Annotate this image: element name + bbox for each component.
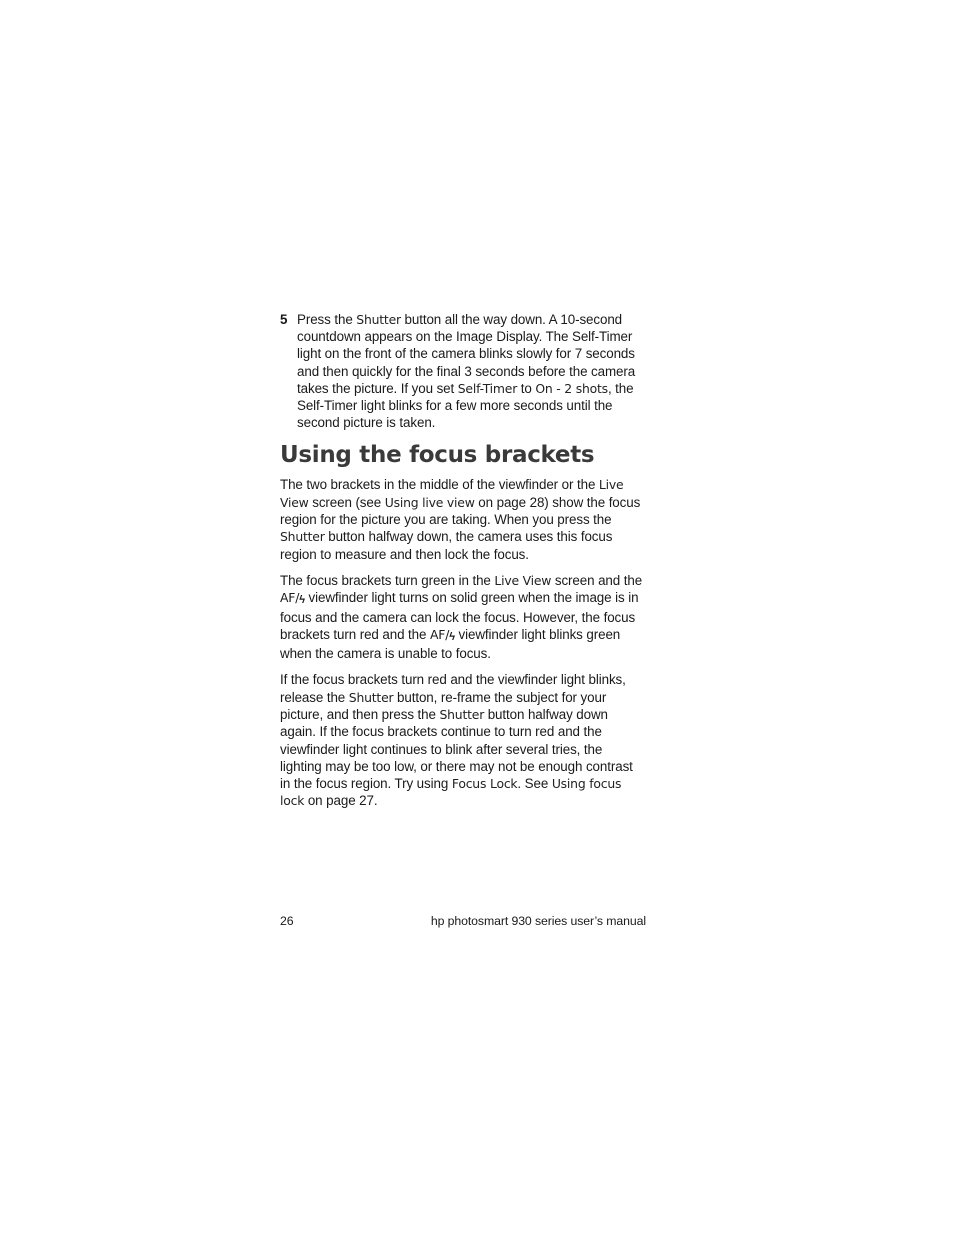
text-run: button, re-frame the subject for your picture, and then press the xyxy=(280,689,607,722)
af-label: AF/ xyxy=(280,590,300,606)
text-run: , the Self-Timer light blinks for a few more seconds until the second picture is taken. xyxy=(297,380,634,431)
text-run: screen (see xyxy=(308,494,385,510)
step-number: 5 xyxy=(280,312,288,327)
ui-term-live-view: Live View xyxy=(280,477,624,510)
link-using-live-view[interactable]: Using live view xyxy=(384,494,475,510)
ui-term-self-timer: Self-Timer xyxy=(457,380,518,396)
page-content xyxy=(280,311,646,819)
text-run: . See xyxy=(517,776,552,792)
text-run: on page 28) show the focus region for the picture you are taking. When you press the xyxy=(280,494,641,528)
ui-term-shutter: Shutter xyxy=(439,706,485,722)
af-label: AF/ xyxy=(430,626,450,642)
page-number: 26 xyxy=(280,914,294,928)
page-footer xyxy=(280,914,646,928)
text-run: to xyxy=(517,380,536,396)
text-run: button all the way down. A 10-second countdown appears on the Image Display. The Self-Timer light on the front of the camera blinks slowly for 7 seconds and then quickly for the final 3 seconds before the camera takes the picture. If you set xyxy=(297,312,636,396)
paragraph-troubleshoot-focus xyxy=(280,671,646,809)
link-using-focus-lock[interactable]: Using focus lock xyxy=(280,776,622,809)
step-5 xyxy=(280,311,646,431)
ui-term-live-view: Live View xyxy=(494,572,552,588)
section-heading: Using the focus brackets xyxy=(280,442,595,469)
ui-term-shutter: Shutter xyxy=(356,312,401,327)
text-run: If the focus brackets turn red and the viewfinder light blinks, release the xyxy=(280,672,626,705)
step-text xyxy=(297,311,646,431)
text-run: viewfinder light turns on solid green when the image is in focus and the camera can lock the focus. However, the focus brackets turn red and the xyxy=(280,590,639,642)
flash-icon: ϟ xyxy=(449,630,455,643)
text-run: The focus brackets turn green in the xyxy=(280,572,495,588)
ui-term-focus-lock: Focus Lock xyxy=(451,776,518,792)
text-run: Press the xyxy=(297,312,357,327)
text-run: viewfinder light blinks green when the camera is unable to focus. xyxy=(280,626,621,662)
text-run: on page 27. xyxy=(304,793,378,809)
ui-term-shutter: Shutter xyxy=(348,689,394,705)
text-run: The two brackets in the middle of the viewfinder or the xyxy=(280,477,599,493)
flash-icon: ϟ xyxy=(299,594,305,607)
ui-term-shutter: Shutter xyxy=(280,529,325,545)
paragraph-focus-region xyxy=(280,476,646,562)
paragraph-bracket-colors xyxy=(280,572,646,662)
ui-term-on-2-shots: On - 2 shots xyxy=(535,380,608,396)
manual-title: hp photosmart 930 series user’s manual xyxy=(430,914,646,928)
text-run: button halfway down, the camera uses this focus region to measure and then lock the focus. xyxy=(280,529,613,562)
text-run: button halfway down again. If the focus brackets continue to turn red and the viewfinder light continues to blink after several tries, the lighting may be too low, or there may not be enough contrast in the focus region. Try using xyxy=(280,706,633,792)
text-run: screen and the xyxy=(551,572,643,588)
